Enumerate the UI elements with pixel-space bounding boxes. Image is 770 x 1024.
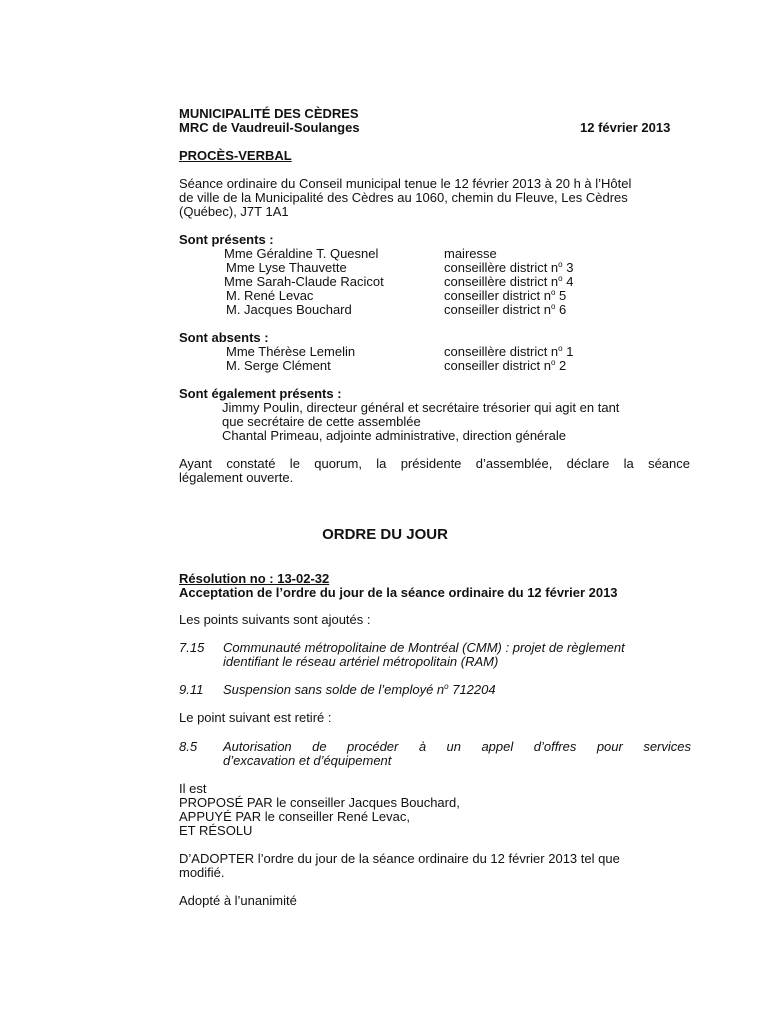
absents-heading: Sont absents : xyxy=(179,330,269,345)
member-name: Mme Sarah-Claude Racicot xyxy=(224,274,384,289)
member-name: Mme Géraldine T. Quesnel xyxy=(224,246,379,261)
member-name: M. Jacques Bouchard xyxy=(226,302,352,317)
item-text: Suspension sans solde de l’employé $n^o$ 712204 xyxy=(223,682,496,697)
mrc-name: MRC de Vaudreuil-Soulanges xyxy=(179,120,360,135)
member-row xyxy=(224,275,624,289)
item-number: 9.11 xyxy=(179,682,204,697)
resolution-title: Acceptation de l’ordre du jour de la séance ordinaire du 12 février 2013 xyxy=(179,585,618,600)
motion-line: PROPOSÉ PAR le conseiller Jacques Bouchard, xyxy=(179,795,460,810)
item-number: 8.5 xyxy=(179,739,198,754)
member-row xyxy=(226,261,626,275)
quorum-line: Ayant constaté le quorum, la présidente d’assemblée, déclare la séance xyxy=(179,456,690,471)
motion-line: APPUYÉ PAR le conseiller René Levac, xyxy=(179,809,410,824)
also-present-line: que secrétaire de cette assemblée xyxy=(222,414,421,429)
item-text: Autorisation de procéder à un appel d’offres pour services xyxy=(223,739,691,754)
municipality-name: MUNICIPALITÉ DES CÈDRES xyxy=(179,106,359,121)
member-name: M. Serge Clément xyxy=(226,358,331,373)
item-number: 7.15 xyxy=(179,640,205,655)
also-present-heading: Sont également présents : xyxy=(179,386,342,401)
member-row xyxy=(226,345,626,359)
outcome: Adopté à l’unanimité xyxy=(179,893,297,908)
member-row xyxy=(224,247,624,261)
member-role: mairesse xyxy=(444,246,497,261)
intro-line: (Québec), J7T 1A1 xyxy=(179,204,289,219)
member-role: conseillère district $n^o$ 3 xyxy=(444,260,574,275)
agenda-title: ORDRE DU JOUR xyxy=(322,526,448,543)
motion-line: ET RÉSOLU xyxy=(179,823,253,838)
member-name: M. René Levac xyxy=(226,288,314,303)
decision-line: modifié. xyxy=(179,865,225,880)
member-role: conseiller district $n^o$ 2 xyxy=(444,358,567,373)
header-date: 12 février 2013 xyxy=(580,120,671,135)
presents-heading: Sont présents : xyxy=(179,232,274,247)
intro-line: Séance ordinaire du Conseil municipal tenue le 12 février 2013 à 20 h à l’Hôtel xyxy=(179,176,632,191)
motion-line: Il est xyxy=(179,781,207,796)
intro-line: de ville de la Municipalité des Cèdres au 1060, chemin du Fleuve, Les Cèdres xyxy=(179,190,628,205)
member-name: Mme Thérèse Lemelin xyxy=(226,344,356,359)
member-role: conseiller district $n^o$ 5 xyxy=(444,288,567,303)
item-text: d’excavation et d’équipement xyxy=(223,753,392,768)
also-present-line: Jimmy Poulin, directeur général et secrétaire trésorier qui agit en tant xyxy=(222,400,620,415)
member-row xyxy=(226,289,626,303)
decision-line: D’ADOPTER l’ordre du jour de la séance ordinaire du 12 février 2013 tel que xyxy=(179,851,620,866)
member-role: conseillère district $n^o$ 4 xyxy=(444,274,574,289)
added-intro: Les points suivants sont ajoutés : xyxy=(179,612,371,627)
member-role: conseillère district $n^o$ 1 xyxy=(444,344,574,359)
item-text: identifiant le réseau artériel métropolitain (RAM) xyxy=(223,654,499,669)
removed-intro: Le point suivant est retiré : xyxy=(179,710,332,725)
doc-title: PROCÈS-VERBAL xyxy=(179,148,292,163)
item-text: Communauté métropolitaine de Montréal (CMM) : projet de règlement xyxy=(223,640,625,655)
quorum-line: légalement ouverte. xyxy=(179,470,294,485)
resolution-number: Résolution no : 13-02-32 xyxy=(179,571,330,586)
member-row xyxy=(226,303,626,317)
member-row xyxy=(226,359,626,373)
member-name: Mme Lyse Thauvette xyxy=(226,260,347,275)
member-role: conseiller district $n^o$ 6 xyxy=(444,302,567,317)
also-present-line: Chantal Primeau, adjointe administrative, direction générale xyxy=(222,428,566,443)
